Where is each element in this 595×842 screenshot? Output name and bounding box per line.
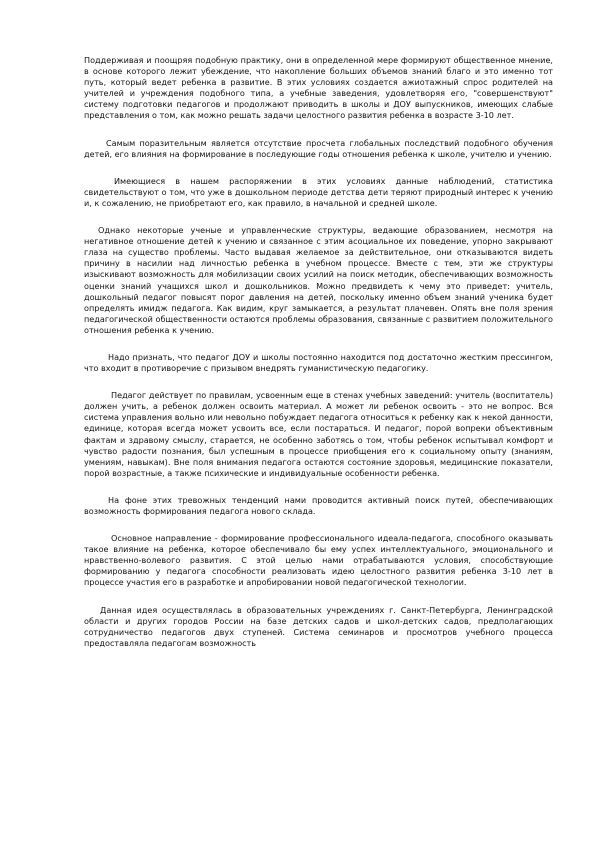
paragraph-6: Педагог действует по правилам, усвоенным еще в стенах учебных заведений: учитель (воспитатель) должен учить, а ребенок должен освоить материал. А может ли ребенок освоить - это не вопрос. Вся система управления вольно или невольно побуждает педагога относиться к ребенку как к некой данности, единице, которая всегда может усвоить все, если постараться. И педагог, порой вопреки объективным фактам и здравому смыслу, старается, не особенно заботясь о том, чтобы ребенок испытывал комфорт и чувство радости познания, был успешным в процессе приобщения его к социальному опыту (знаниям, умениям, навыкам). Вне поля внимания педагога остаются состояние здоровья, медицинские показатели, порой возрастные, а также психические и индивидуальные особенности ребенка. [84,390,553,478]
paragraph-2: Самым поразительным является отсутствие просчета глобальных последствий подобного обучения детей, его влияния на формирование в последующие годы отношения ребенка к школе, учителю и учению. [84,137,553,159]
paragraph-8: Основное направление - формирование профессионального идеала-педагога, способного оказывать такое влияние на ребенка, которое обеспечивало бы ему успех интеллектуального, эмоционального и нравственно-волевого развития. С этой целью нами отрабатываются условия, способствующие формированию у педагога способности реализовать идею целостного развития ребенка 3-10 лет в процессе участия его в разработке и апробировании новой педагогической технологии. [84,533,553,588]
paragraph-3: Имеющиеся в нашем распоряжении в этих условиях данные наблюдений, статистика свидетельствуют о том, что уже в дошкольном периоде детства дети теряют природный интерес к учению и, к сожалению, не приобретают его, как правило, в начальной и средней школе. [84,175,553,208]
paragraph-5: Надо признать, что педагог ДОУ и школы постоянно находится под достаточно жестким прессингом, что входит в противоречие с призывом внедрять гуманистическую педагогику. [84,351,553,374]
paragraph-1: Поддерживая и поощряя подобную практику, они в определенной мере формируют общественное мнение, в основе которого лежит убеждение, что накопление больших объемов знаний благо и это именно тот путь, который ведет ребенка в развитие. В этих условиях создается ажиотажный спрос родителей на учителей и учреждения подобного типа, а учебные заведения, удовлетворяя его, "совершенствуют" систему подготовки педагогов и продолжают приводить в школы и ДОУ выпускников, имеющих слабые представления о том, как можно решать задачи целостного развития ребенка в возрасте 3-10 лет. [84,55,553,121]
document-page [84,55,553,665]
paragraph-9: Данная идея осуществлялась в образовательных учреждениях г. Санкт-Петербурга, Ленинградской области и других городов России на базе детских садов и школ-детских садов, предполагающих сотрудничество педагогов двух ступеней. Система семинаров и просмотров учебного процесса предоставляла педагогам возможность [84,604,553,648]
paragraph-7: На фоне этих тревожных тенденций нами проводится активный поиск путей, обеспечивающих возможность формирования педагога нового склада. [84,494,553,516]
paragraph-4: Однако некоторые ученые и управленческие структуры, ведающие образованием, несмотря на негативное отношение детей к учению и связанное с этим асоциальное их поведение, упорно закрывают глаза на существо проблемы. Часто выдавая желаемое за действительное, они отказываются видеть причину в насилии над личностью ребенка в учебном процессе. Вместе с тем, эти же структуры изыскивают возможность для мобилизации своих усилий на поиск методик, обеспечивающих возможность оценки знаний учащихся школ и дошкольников. Можно предвидеть к чему это приведет: учитель, дошкольный педагог повысят порог давления на детей, поскольку именно объем знаний ученика будет определять имидж педагога. Как видим, круг замыкается, а результат плачевен. Опять вне поля зрения педагогической общественности остаются проблемы образования, связанные с развитием положительного отношения ребенка к учению. [84,225,553,335]
